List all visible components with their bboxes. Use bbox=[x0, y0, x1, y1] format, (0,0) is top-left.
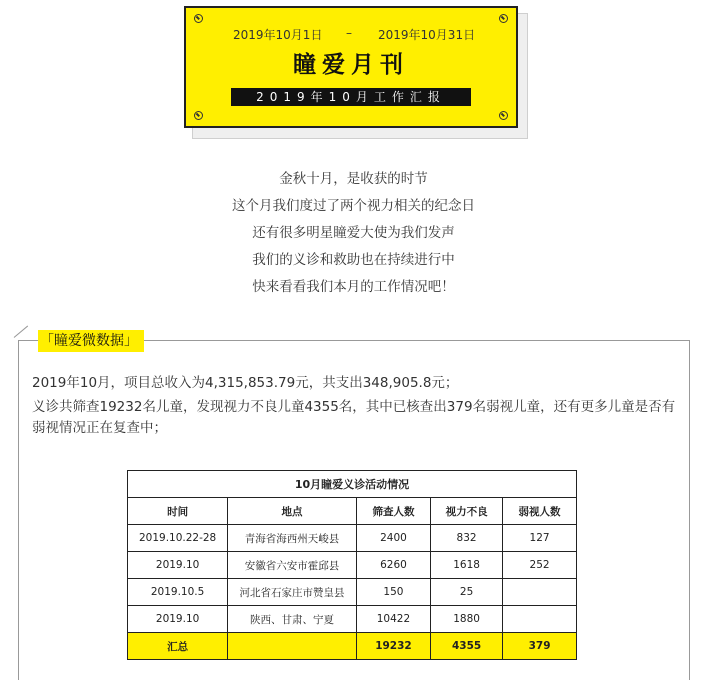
column-header: 筛查人数 bbox=[356, 498, 430, 525]
table-cell: 1880 bbox=[431, 606, 503, 633]
intro-line: 金秋十月，是收获的时节 bbox=[279, 171, 428, 187]
table-cell bbox=[503, 606, 577, 633]
table-cell: 6260 bbox=[356, 552, 430, 579]
table-cell: 19232 bbox=[356, 633, 430, 660]
table-cell: 2400 bbox=[356, 525, 430, 552]
table-cell bbox=[503, 579, 577, 606]
table-cell bbox=[228, 633, 357, 660]
table-cell: 832 bbox=[431, 525, 503, 552]
table-total-row bbox=[128, 633, 577, 660]
intro-line: 还有很多明星瞳爱大使为我们发声 bbox=[252, 225, 455, 241]
screw-icon bbox=[194, 14, 203, 23]
table-caption: 10月瞳爱义诊活动情况 bbox=[128, 471, 577, 498]
date-start: 2019年10月1日 bbox=[233, 28, 323, 42]
screening-paragraph: 义诊共筛查19232名儿童，发现视力不良儿童4355名，其中已核查出379名弱视儿童，还有更多儿童是否有弱视情况正在复查中； bbox=[32, 399, 676, 436]
intro-line: 快来看看我们本月的工作情况吧！ bbox=[252, 279, 455, 295]
column-header: 时间 bbox=[128, 498, 228, 525]
table-cell: 379 bbox=[503, 633, 577, 660]
table-row bbox=[128, 552, 577, 579]
column-header: 地点 bbox=[228, 498, 357, 525]
table-cell: 4355 bbox=[431, 633, 503, 660]
column-header: 视力不良 bbox=[431, 498, 503, 525]
table-cell: 陕西、甘肃、宁夏 bbox=[228, 606, 357, 633]
table-cell: 1618 bbox=[431, 552, 503, 579]
table-cell: 汇总 bbox=[128, 633, 228, 660]
table-cell: 河北省石家庄市赞皇县 bbox=[228, 579, 357, 606]
table-row bbox=[128, 606, 577, 633]
frame-corner-decoration bbox=[14, 326, 28, 338]
table-cell: 252 bbox=[503, 552, 577, 579]
table-cell: 2019.10.22-28 bbox=[128, 525, 228, 552]
table-header-row bbox=[128, 498, 577, 525]
table-cell: 2019.10.5 bbox=[128, 579, 228, 606]
table-cell: 150 bbox=[356, 579, 430, 606]
screw-icon bbox=[499, 14, 508, 23]
table-cell: 2019.10 bbox=[128, 552, 228, 579]
table-row bbox=[128, 579, 577, 606]
table-cell: 2019.10 bbox=[128, 606, 228, 633]
summary-paragraph: 2019年10月，项目总收入为4,315,853.79元，共支出348,905.8元； bbox=[32, 375, 459, 391]
table-cell: 10422 bbox=[356, 606, 430, 633]
intro-line: 我们的义诊和救助也在持续进行中 bbox=[252, 252, 455, 268]
table-cell: 127 bbox=[503, 525, 577, 552]
intro-text bbox=[0, 166, 707, 301]
section-title: 「瞳爱微数据」 bbox=[38, 330, 144, 352]
page-subtitle: 2019年10月工作汇报 bbox=[231, 88, 471, 106]
activity-table bbox=[127, 470, 577, 660]
column-header: 弱视人数 bbox=[503, 498, 577, 525]
date-end: 2019年10月31日 bbox=[378, 28, 476, 42]
intro-line: 这个月我们度过了两个视力相关的纪念日 bbox=[232, 198, 475, 214]
table-cell: 青海省海西州天峻县 bbox=[228, 525, 357, 552]
table-row bbox=[128, 525, 577, 552]
screw-icon bbox=[499, 111, 508, 120]
page-title: 瞳爱月刊 bbox=[293, 52, 409, 78]
table-cell: 25 bbox=[431, 579, 503, 606]
date-separator: – bbox=[346, 26, 352, 40]
header-plaque bbox=[184, 6, 518, 128]
screw-icon bbox=[194, 111, 203, 120]
table-cell: 安徽省六安市霍邱县 bbox=[228, 552, 357, 579]
